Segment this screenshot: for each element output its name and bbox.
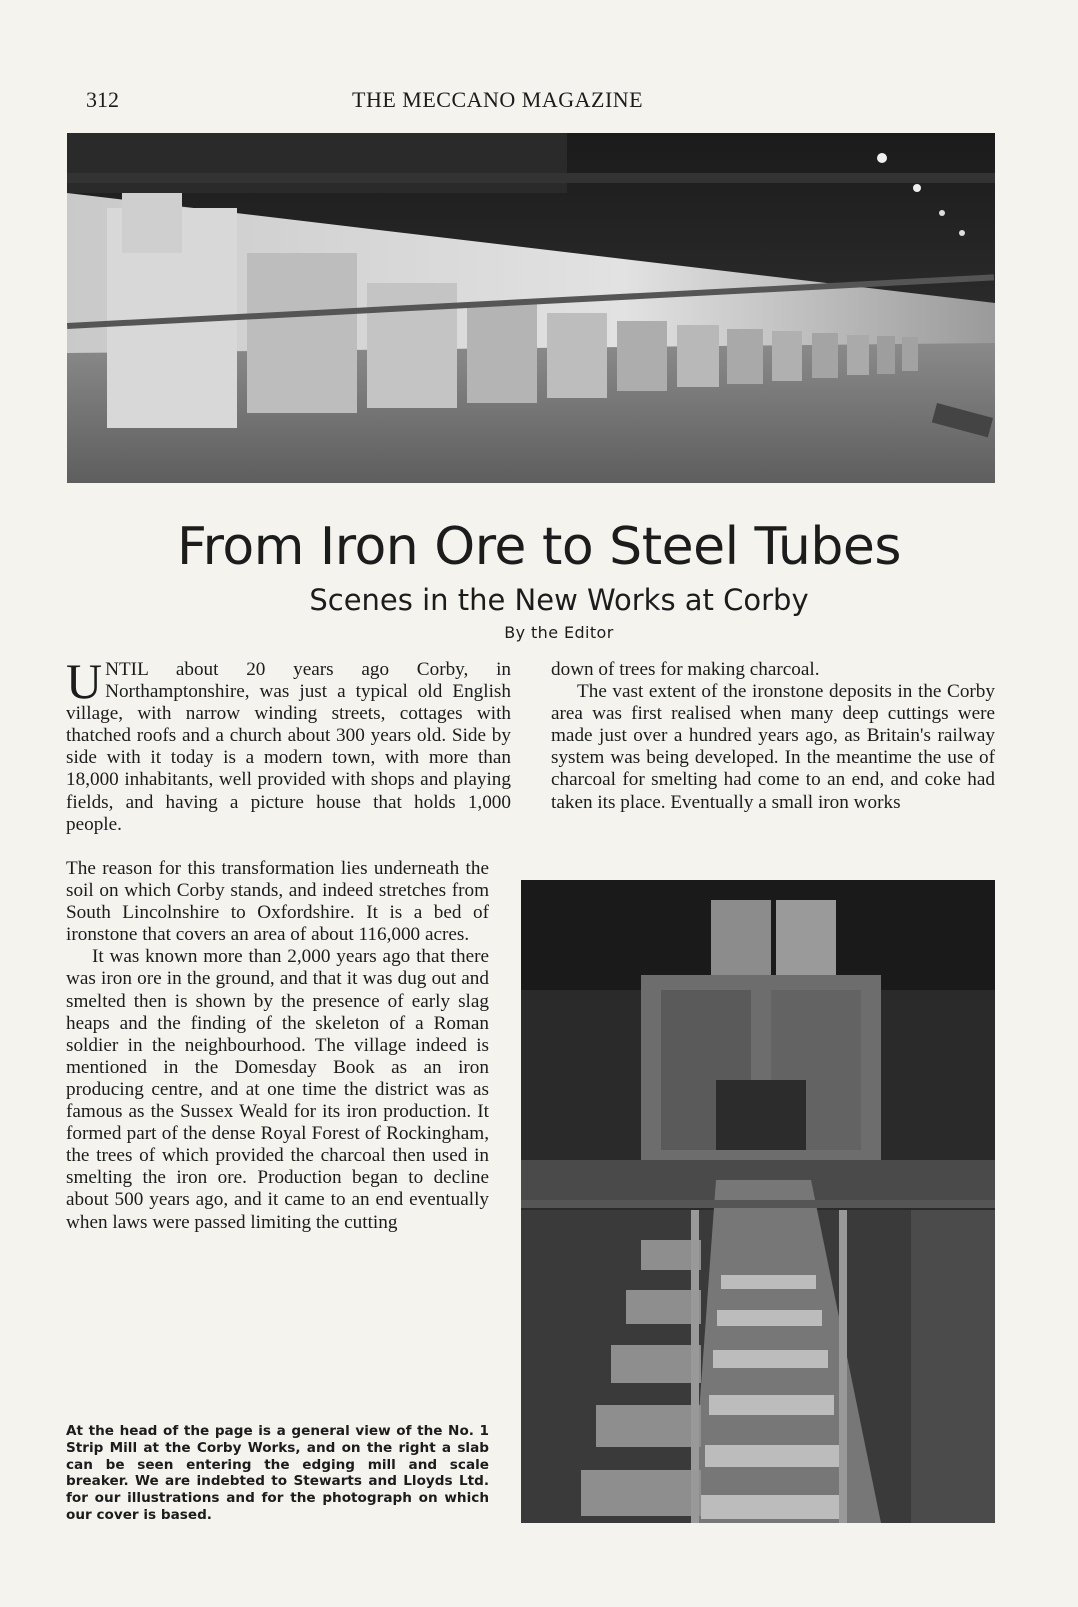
column-left xyxy=(66,653,511,836)
photo-caption: At the head of the page is a general view of the No. 1 Strip Mill at the Corby Works, and on the right a slab can be seen entering the edging mill and scale breaker. We are indebted to Stewarts and Lloyds Ltd. for our illustrations and for the photograph on which our cover is based. xyxy=(66,1423,489,1523)
article-byline: By the Editor xyxy=(504,623,614,642)
article-paragraph: NTIL about 20 years ago Corby, in Northamptonshire, was just a typical old English village, with narrow winding streets, cottages with thatched roofs and a church about 300 years old. Side by side with it today is a modern town, with more than 18,000 inhabitants, well provided with shops and playing fields, and having a picture house that holds 1,000 people. xyxy=(66,659,511,835)
magazine-title: THE MECCANO MAGAZINE xyxy=(352,87,644,112)
article-paragraph: It was known more than 2,000 years ago that there was iron ore in the ground, and that it was dug out and smelted then is shown by the presence of early slag heaps and the finding of the skeleton of a Roman soldier in the neighbourhood. The village indeed is mentioned in the Domesday Book as an iron producing centre, and at one time the district was as famous as the Sussex Weald for its iron production. It formed part of the dense Royal Forest of Rockingham, the trees of which provided the charcoal then used in smelting the iron ore. Production began to decline about 500 years ago, and it came to an end eventually when laws were passed limiting the cutting xyxy=(66,946,489,1233)
article-paragraph: The reason for this transformation lies underneath the soil on which Corby stands, and indeed stretches from South Lincolnshire to Oxfordshire. It is a bed of ironstone that covers an area of about 116,000 acres. xyxy=(66,858,489,946)
article-subtitle: Scenes in the New Works at Corby xyxy=(309,583,809,617)
page-number: 312 xyxy=(86,87,119,112)
strip-mill-photo xyxy=(67,133,995,483)
column-left-continued xyxy=(66,858,489,1234)
edging-mill-photo xyxy=(521,880,995,1523)
article-paragraph: down of trees for making charcoal. xyxy=(551,659,820,680)
dropcap: U xyxy=(66,653,103,709)
article-title: From Iron Ore to Steel Tubes xyxy=(177,517,901,577)
column-right xyxy=(551,659,995,814)
article-paragraph: The vast extent of the ironstone deposits in the Corby area was first realised when many deep cuttings were made just over a hundred years ago, as Britain's railway system was being developed. In the meantime the use of charcoal for smelting had come to an end, and coke had taken its place. Eventually a small iron works xyxy=(551,681,995,813)
